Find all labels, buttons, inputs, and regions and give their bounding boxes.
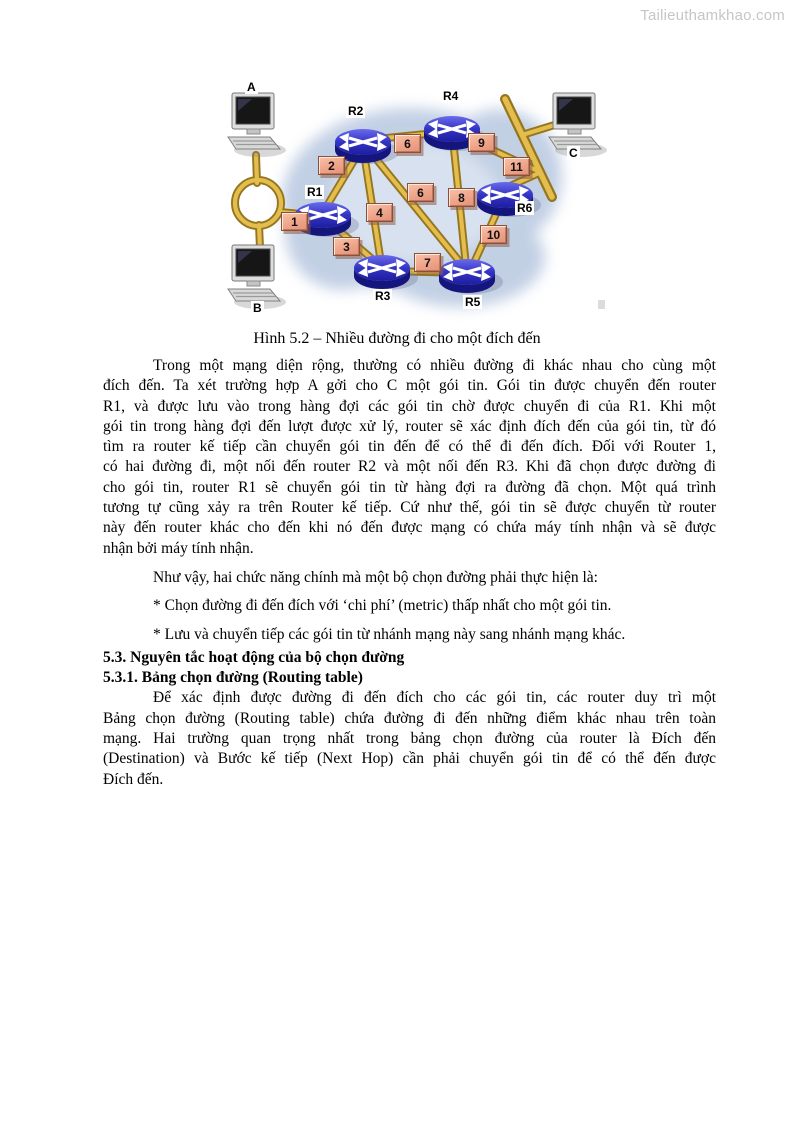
link-cost-badge-2: 2: [318, 156, 345, 175]
link-cost-badge-6a: 6: [394, 134, 421, 153]
link-cost-badge-1: 1: [281, 212, 308, 231]
paragraph-line: này đến router khác cho đến khi nó đến được mạng có chứa máy tính nhận và sẽ được: [103, 519, 716, 537]
host-label-a: A: [247, 80, 256, 94]
paragraph-line: Bảng chọn đường (Routing table) chứa đường đi đến những điểm khác nhau trên toàn: [103, 709, 716, 727]
router-label-r5: R5: [465, 295, 481, 309]
router-label-r2: R2: [348, 104, 364, 118]
paragraph-line: gói tin trong hàng đợi đến lượt được xử lý, router sẽ xác định đích đến của gói tin, từ đó: [103, 417, 716, 435]
paragraph-line: đích đến. Ta xét trường hợp A gởi cho C một gói tin. Gói tin được chuyển đến router: [103, 377, 716, 395]
paragraph-line: có hai đường đi, một nối đến router R2 và một nối đến R3. Khi đã chọn được đường đi: [103, 458, 716, 476]
bullet-item: * Lưu và chuyển tiếp các gói tin từ nhánh mạng này sang nhánh mạng khác.: [153, 625, 626, 643]
link-cost-badge-4: 4: [366, 203, 393, 222]
section-heading-5-3-1: 5.3.1. Bảng chọn đường (Routing table): [103, 669, 363, 687]
section-heading-5-3: 5.3. Nguyên tắc hoạt động của bộ chọn đường: [103, 648, 405, 666]
paragraph-line: nhận bởi máy tính nhận.: [103, 539, 254, 557]
paragraph-line: cho gói tin, router R1 sẽ chuyển gói tin từ hàng đợi ra đường đã chọn. Một quá trình: [103, 478, 716, 496]
link-cost-badge-3: 3: [333, 237, 360, 256]
computer-icon-b: [228, 245, 286, 309]
host-label-b: B: [253, 301, 262, 315]
link-cost-badge-7: 7: [414, 253, 441, 272]
router-label-r4: R4: [443, 89, 459, 103]
router-label-r1: R1: [307, 185, 323, 199]
bullet-item: * Chọn đường đi đến đích với ‘chi phí’ (metric) thấp nhất cho một gói tin.: [153, 597, 612, 615]
network-diagram: [225, 82, 607, 322]
paragraph-line: tìm ra router kế tiếp cần chuyển gói tin đến để có thể đi đến đích. Đối với Router 1,: [103, 438, 716, 456]
scan-artifact: [598, 300, 605, 309]
paragraph-line: Trong một mạng diện rộng, thường có nhiều đường đi khác nhau cho cùng một: [153, 357, 716, 374]
link-cost-badge-6b: 6: [407, 183, 434, 202]
link-cost-badge-10: 10: [480, 225, 507, 244]
paragraph-line: Để xác định được đường đi đến đích cho các gói tin, các router duy trì một: [153, 689, 716, 707]
computer-icon-a: [228, 93, 286, 157]
link-cost-badge-8: 8: [448, 188, 475, 207]
watermark: Tailieuthamkhao.com: [640, 7, 785, 24]
paragraph-line: R1, và được lưu vào trong hàng đợi các gói tin chờ được chuyển đi của R1. Khi một: [103, 397, 716, 415]
paragraph-line: mạng. Hai trường quan trọng nhất trong bảng chọn đường của router là Đích đến: [103, 730, 716, 748]
body-text: [103, 356, 716, 790]
link-cost-badge-9: 9: [468, 133, 495, 152]
router-label-r3: R3: [375, 289, 391, 303]
paragraph-line: Đích đến.: [103, 770, 164, 788]
figure-caption: Hình 5.2 – Nhiều đường đi cho một đích đến: [253, 330, 541, 347]
network-diagram-canvas: [225, 82, 607, 322]
paragraph-line: tương tự cũng xảy ra trên Router kế tiếp. Cứ như thế, gói tin sẽ được chuyển từ router: [103, 499, 716, 517]
host-label-c: C: [569, 146, 578, 160]
link-cost-badge-11: 11: [503, 157, 530, 176]
paragraph-lead: Như vậy, hai chức năng chính mà một bộ chọn đường phải thực hiện là:: [153, 568, 598, 586]
router-label-r6: R6: [517, 201, 533, 215]
paragraph-line: (Destination) và Bước kế tiếp (Next Hop) cần phải chuyển gói tin để có thể đến được: [103, 750, 716, 768]
